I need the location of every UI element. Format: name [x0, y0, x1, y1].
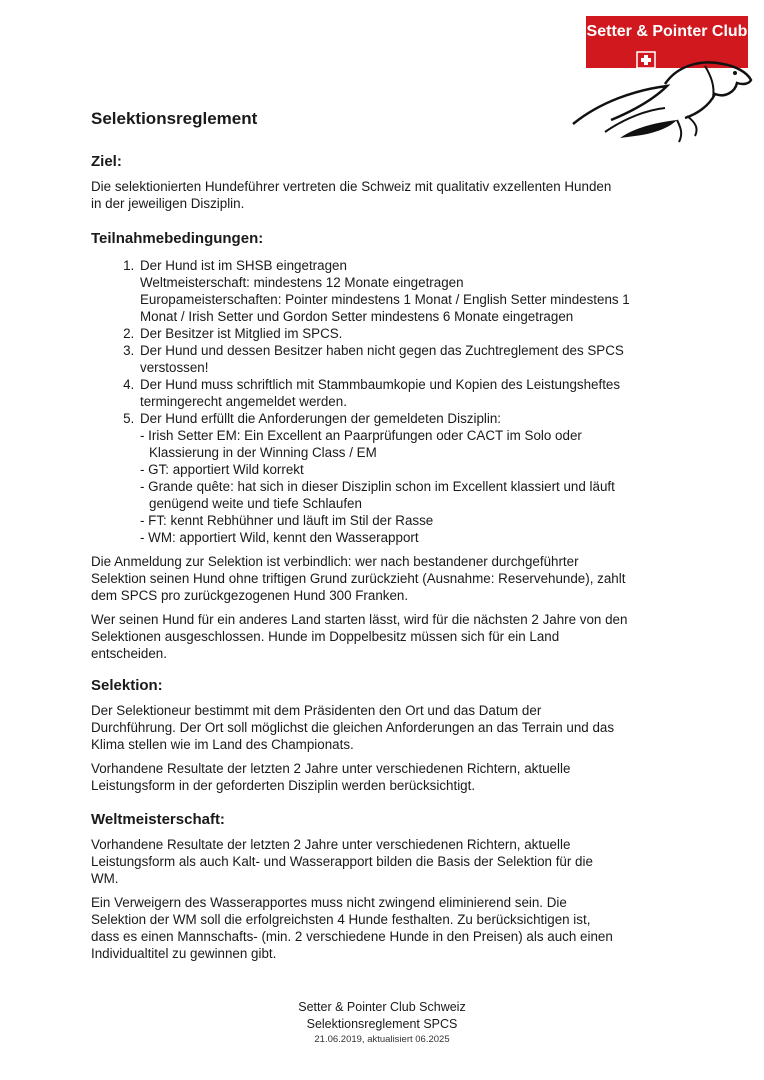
list-item	[138, 342, 681, 376]
text-line: Durchführung. Der Ort soll möglichst die gleichen Anforderungen an das Terrain und das	[91, 720, 615, 735]
list-item	[138, 410, 681, 546]
text-line: Individualtitel zu gewinnen gibt.	[91, 946, 277, 961]
text-line: Vorhandene Resultate der letzten 2 Jahre unter verschiedenen Richtern, aktuelle	[91, 837, 571, 852]
paragraph-ziel	[91, 178, 681, 212]
text-line: Der Hund ist im SHSB eingetragen	[140, 258, 347, 273]
text-line: verstossen!	[140, 360, 209, 375]
text-line: dem SPCS pro zurückgezogenen Hund 300 Franken.	[91, 588, 409, 603]
sub-item-continuation: genügend weite und tiefe Schlaufen	[149, 496, 362, 511]
sub-item: - Grande quête: hat sich in dieser Disziplin schon im Excellent klassiert und läuft	[140, 479, 615, 494]
text-line: Der Besitzer ist Mitglied im SPCS.	[140, 326, 343, 341]
list-item	[138, 325, 681, 342]
section-weltmeisterschaft	[91, 810, 681, 962]
conditions-list	[91, 257, 681, 546]
heading-ziel: Ziel:	[91, 153, 122, 170]
paragraph-selektioneur	[91, 702, 681, 753]
text-line: Der Hund und dessen Besitzer haben nicht gegen das Zuchtreglement des SPCS	[140, 343, 624, 358]
text-line: termingerecht angemeldet werden.	[140, 394, 347, 409]
footer-date: 21.06.2019, aktualisiert 06.2025	[314, 1034, 450, 1045]
text-line: Ein Verweigern des Wasserapportes muss nicht zwingend eliminierend sein. Die	[91, 895, 567, 910]
text-line: WM.	[91, 871, 119, 886]
paragraph-wm-resultate	[91, 836, 681, 887]
text-line: Selektionen ausgeschlossen. Hunde im Doppelbesitz müssen sich für ein Land	[91, 629, 560, 644]
text-line: Weltmeisterschaft: mindestens 12 Monate eingetragen	[140, 275, 464, 290]
section-ziel	[91, 152, 681, 212]
logo-text: Setter & Pointer Club	[586, 23, 748, 40]
paragraph-anmeldung	[91, 553, 681, 604]
text-line: Europameisterschaften: Pointer mindestens 1 Monat / English Setter mindestens 1	[140, 292, 630, 307]
heading-teilnahmebedingungen: Teilnahmebedingungen:	[91, 230, 264, 247]
sub-item: - GT: apportiert Wild korrekt	[140, 462, 304, 477]
page-footer	[0, 999, 764, 1047]
footer-document-name: Selektionsreglement SPCS	[306, 1017, 458, 1031]
text-line: Der Hund muss schriftlich mit Stammbaumkopie und Kopien des Leistungsheftes	[140, 377, 621, 392]
sub-item: - WM: apportiert Wild, kennt den Wasserapport	[140, 530, 419, 545]
text-line: Leistungsform in der geforderten Disziplin werden berücksichtigt.	[91, 778, 476, 793]
document-title: Selektionsreglement	[91, 109, 258, 128]
text-line: Die Anmeldung zur Selektion ist verbindlich: wer nach bestandener durchgeführter	[91, 554, 579, 569]
text-line: Der Hund erfüllt die Anforderungen der gemeldeten Disziplin:	[140, 411, 502, 426]
paragraph-resultate	[91, 760, 681, 794]
text-line: Die selektionierten Hundeführer vertreten die Schweiz mit qualitativ exzellenten Hunden	[91, 179, 612, 194]
text-line: in der jeweiligen Disziplin.	[91, 196, 245, 211]
paragraph-anderes-land	[91, 611, 681, 662]
text-line: entscheiden.	[91, 646, 167, 661]
section-teilnahmebedingungen	[91, 229, 681, 662]
text-line: Selektion der WM soll die erfolgreichsten 4 Hunde festhalten. Zu berücksichtigen ist,	[91, 912, 591, 927]
sub-item: - Irish Setter EM: Ein Excellent an Paarprüfungen oder CACT im Solo oder	[140, 428, 582, 443]
text-line: Leistungsform als auch Kalt- und Wasserapport bilden die Basis der Selektion für die	[91, 854, 593, 869]
section-selektion	[91, 676, 681, 794]
text-line: Selektion seinen Hund ohne triftigen Grund zurückzieht (Ausnahme: Reservehunde), zahlt	[91, 571, 626, 586]
text-line: Wer seinen Hund für ein anderes Land starten lässt, wird für die nächsten 2 Jahre von den	[91, 612, 628, 627]
text-line: Klima stellen wie im Land des Championats.	[91, 737, 354, 752]
text-line: Vorhandene Resultate der letzten 2 Jahre unter verschiedenen Richtern, aktuelle	[91, 761, 571, 776]
list-item	[138, 257, 681, 325]
sub-item: - FT: kennt Rebhühner und läuft im Stil der Rasse	[140, 513, 434, 528]
text-line: Der Selektioneur bestimmt mit dem Präsidenten den Ort und das Datum der	[91, 703, 542, 718]
heading-selektion: Selektion:	[91, 677, 163, 694]
footer-club-name: Setter & Pointer Club Schweiz	[298, 1000, 466, 1014]
text-line: dass es einen Mannschafts- (min. 2 verschiedene Hunde in den Preisen) als auch einen	[91, 929, 613, 944]
paragraph-wasserapport	[91, 894, 681, 962]
heading-weltmeisterschaft: Weltmeisterschaft:	[91, 811, 225, 828]
text-line: Monat / Irish Setter und Gordon Setter mindestens 6 Monate eingetragen	[140, 309, 574, 324]
list-item	[138, 376, 681, 410]
sub-item-continuation: Klassierung in der Winning Class / EM	[149, 445, 377, 460]
document-body	[91, 108, 681, 962]
